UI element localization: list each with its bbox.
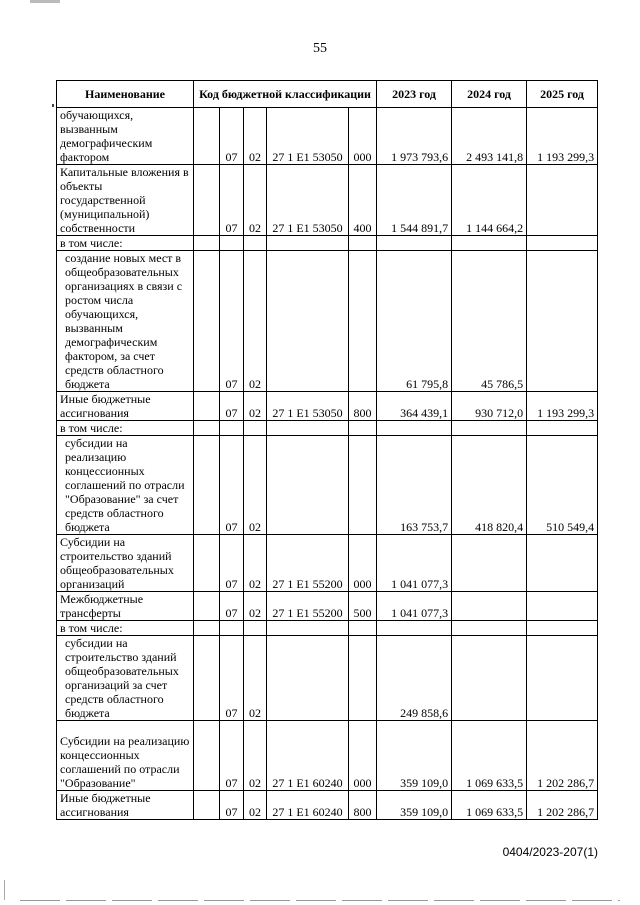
value-2025 bbox=[527, 621, 598, 636]
value-2024: 1 144 664,2 bbox=[452, 165, 527, 236]
code-target: 27 1 Е1 60240 bbox=[267, 791, 349, 820]
value-2024: 1 069 633,5 bbox=[452, 791, 527, 820]
code-subsection bbox=[244, 621, 267, 636]
code-type: 000 bbox=[349, 721, 377, 791]
value-2023: 1 041 077,3 bbox=[377, 535, 452, 592]
code-col-1 bbox=[194, 236, 220, 251]
value-2024: 1 069 633,5 bbox=[452, 721, 527, 791]
scan-edge bbox=[20, 900, 620, 901]
table-row bbox=[57, 791, 598, 820]
code-section: 07 bbox=[220, 108, 244, 165]
code-col-1 bbox=[194, 392, 220, 421]
value-2024: 45 786,5 bbox=[452, 251, 527, 392]
value-2023: 249 858,6 bbox=[377, 636, 452, 721]
value-2024: 418 820,4 bbox=[452, 436, 527, 535]
header-2024: 2024 год bbox=[452, 81, 527, 108]
code-subsection: 02 bbox=[244, 108, 267, 165]
code-target: 27 1 Е1 53050 bbox=[267, 165, 349, 236]
value-2025 bbox=[527, 535, 598, 592]
value-2025 bbox=[527, 165, 598, 236]
value-2023 bbox=[377, 236, 452, 251]
value-2024: 930 712,0 bbox=[452, 392, 527, 421]
value-2023: 61 795,8 bbox=[377, 251, 452, 392]
code-target bbox=[267, 636, 349, 721]
row-name: Субсидии на строительство зданий общеобразовательных организаций bbox=[57, 535, 194, 592]
margin-tick bbox=[52, 104, 54, 107]
header-code: Код бюджетной классификации bbox=[194, 81, 377, 108]
value-2025 bbox=[527, 421, 598, 436]
value-2025: 510 549,4 bbox=[527, 436, 598, 535]
table-header-row bbox=[57, 81, 598, 108]
code-type bbox=[349, 421, 377, 436]
value-2023 bbox=[377, 421, 452, 436]
code-type bbox=[349, 636, 377, 721]
value-2025: 1 202 286,7 bbox=[527, 791, 598, 820]
code-subsection: 02 bbox=[244, 165, 267, 236]
row-name: Капитальные вложения в объекты государственной (муниципальной) собственности bbox=[57, 165, 194, 236]
code-subsection bbox=[244, 421, 267, 436]
value-2024 bbox=[452, 621, 527, 636]
code-subsection: 02 bbox=[244, 251, 267, 392]
value-2024: 2 493 141,8 bbox=[452, 108, 527, 165]
code-section: 07 bbox=[220, 165, 244, 236]
code-col-1 bbox=[194, 721, 220, 791]
code-subsection: 02 bbox=[244, 392, 267, 421]
scan-edge-left bbox=[4, 880, 5, 900]
value-2024 bbox=[452, 421, 527, 436]
code-subsection: 02 bbox=[244, 636, 267, 721]
code-type: 500 bbox=[349, 592, 377, 621]
table-row bbox=[57, 721, 598, 791]
header-2025: 2025 год bbox=[527, 81, 598, 108]
value-2025: 1 202 286,7 bbox=[527, 721, 598, 791]
table-row bbox=[57, 165, 598, 236]
row-name: в том числе: bbox=[57, 236, 194, 251]
value-2025: 1 193 299,3 bbox=[527, 108, 598, 165]
code-target bbox=[267, 251, 349, 392]
code-type: 000 bbox=[349, 108, 377, 165]
row-name: создание новых мест в общеобразовательных организациях в связи с ростом числа обучающихся, вызванным демографическим фактором, за счет средств областного бюджета bbox=[57, 251, 194, 392]
value-2024 bbox=[452, 636, 527, 721]
code-section bbox=[220, 621, 244, 636]
code-col-1 bbox=[194, 436, 220, 535]
code-target: 27 1 Е1 53050 bbox=[267, 108, 349, 165]
row-name: обучающихся, вызванным демографическим фактором bbox=[57, 108, 194, 165]
budget-table bbox=[56, 80, 598, 820]
row-name: в том числе: bbox=[57, 421, 194, 436]
code-type: 800 bbox=[349, 791, 377, 820]
table-row bbox=[57, 621, 598, 636]
row-name: Межбюджетные трансферты bbox=[57, 592, 194, 621]
code-col-1 bbox=[194, 251, 220, 392]
value-2025 bbox=[527, 236, 598, 251]
header-2023: 2023 год bbox=[377, 81, 452, 108]
code-target bbox=[267, 236, 349, 251]
table-row bbox=[57, 236, 598, 251]
value-2025 bbox=[527, 636, 598, 721]
code-type bbox=[349, 251, 377, 392]
code-section: 07 bbox=[220, 636, 244, 721]
code-target: 27 1 Е1 55200 bbox=[267, 592, 349, 621]
code-target: 27 1 Е1 55200 bbox=[267, 535, 349, 592]
table-row bbox=[57, 392, 598, 421]
scan-mark bbox=[30, 0, 60, 3]
row-name: в том числе: bbox=[57, 621, 194, 636]
value-2023 bbox=[377, 621, 452, 636]
row-name: Субсидии на реализацию концессионных соглашений по отрасли "Образование" bbox=[57, 721, 194, 791]
code-subsection: 02 bbox=[244, 535, 267, 592]
table-row bbox=[57, 636, 598, 721]
value-2024 bbox=[452, 236, 527, 251]
code-section: 07 bbox=[220, 721, 244, 791]
value-2024 bbox=[452, 535, 527, 592]
value-2023: 364 439,1 bbox=[377, 392, 452, 421]
code-target: 27 1 Е1 60240 bbox=[267, 721, 349, 791]
code-section bbox=[220, 421, 244, 436]
code-target bbox=[267, 621, 349, 636]
header-name: Наименование bbox=[57, 81, 194, 108]
code-col-1 bbox=[194, 621, 220, 636]
code-type: 400 bbox=[349, 165, 377, 236]
code-subsection: 02 bbox=[244, 436, 267, 535]
code-col-1 bbox=[194, 791, 220, 820]
code-section: 07 bbox=[220, 535, 244, 592]
table-row bbox=[57, 108, 598, 165]
code-subsection bbox=[244, 236, 267, 251]
code-target: 27 1 Е1 53050 bbox=[267, 392, 349, 421]
value-2025: 1 193 299,3 bbox=[527, 392, 598, 421]
value-2023: 1 973 793,6 bbox=[377, 108, 452, 165]
code-target bbox=[267, 421, 349, 436]
code-col-1 bbox=[194, 108, 220, 165]
code-target bbox=[267, 436, 349, 535]
value-2023: 359 109,0 bbox=[377, 791, 452, 820]
value-2025 bbox=[527, 251, 598, 392]
value-2023: 163 753,7 bbox=[377, 436, 452, 535]
code-type bbox=[349, 436, 377, 535]
value-2023: 1 544 891,7 bbox=[377, 165, 452, 236]
document-code: 0404/2023-207(1) bbox=[502, 845, 598, 859]
code-subsection: 02 bbox=[244, 791, 267, 820]
code-type bbox=[349, 621, 377, 636]
code-subsection: 02 bbox=[244, 721, 267, 791]
code-type: 800 bbox=[349, 392, 377, 421]
table-row bbox=[57, 251, 598, 392]
value-2024 bbox=[452, 592, 527, 621]
page-number: 55 bbox=[313, 41, 327, 56]
code-section: 07 bbox=[220, 392, 244, 421]
code-section: 07 bbox=[220, 436, 244, 535]
code-section bbox=[220, 236, 244, 251]
code-type bbox=[349, 236, 377, 251]
code-section: 07 bbox=[220, 791, 244, 820]
code-subsection: 02 bbox=[244, 592, 267, 621]
row-name: субсидии на реализацию концессионных соглашений по отрасли "Образование" за счет средств областного бюджета bbox=[57, 436, 194, 535]
row-name: Иные бюджетные ассигнования bbox=[57, 791, 194, 820]
code-col-1 bbox=[194, 165, 220, 236]
table-row bbox=[57, 592, 598, 621]
row-name: субсидии на строительство зданий общеобразовательных организаций за счет средств областного бюджета bbox=[57, 636, 194, 721]
code-col-1 bbox=[194, 421, 220, 436]
value-2025 bbox=[527, 592, 598, 621]
code-section: 07 bbox=[220, 592, 244, 621]
table-row bbox=[57, 436, 598, 535]
value-2023: 359 109,0 bbox=[377, 721, 452, 791]
value-2023: 1 041 077,3 bbox=[377, 592, 452, 621]
code-col-1 bbox=[194, 636, 220, 721]
code-section: 07 bbox=[220, 251, 244, 392]
table-row bbox=[57, 421, 598, 436]
row-name: Иные бюджетные ассигнования bbox=[57, 392, 194, 421]
table-row bbox=[57, 535, 598, 592]
code-col-1 bbox=[194, 535, 220, 592]
code-type: 000 bbox=[349, 535, 377, 592]
code-col-1 bbox=[194, 592, 220, 621]
